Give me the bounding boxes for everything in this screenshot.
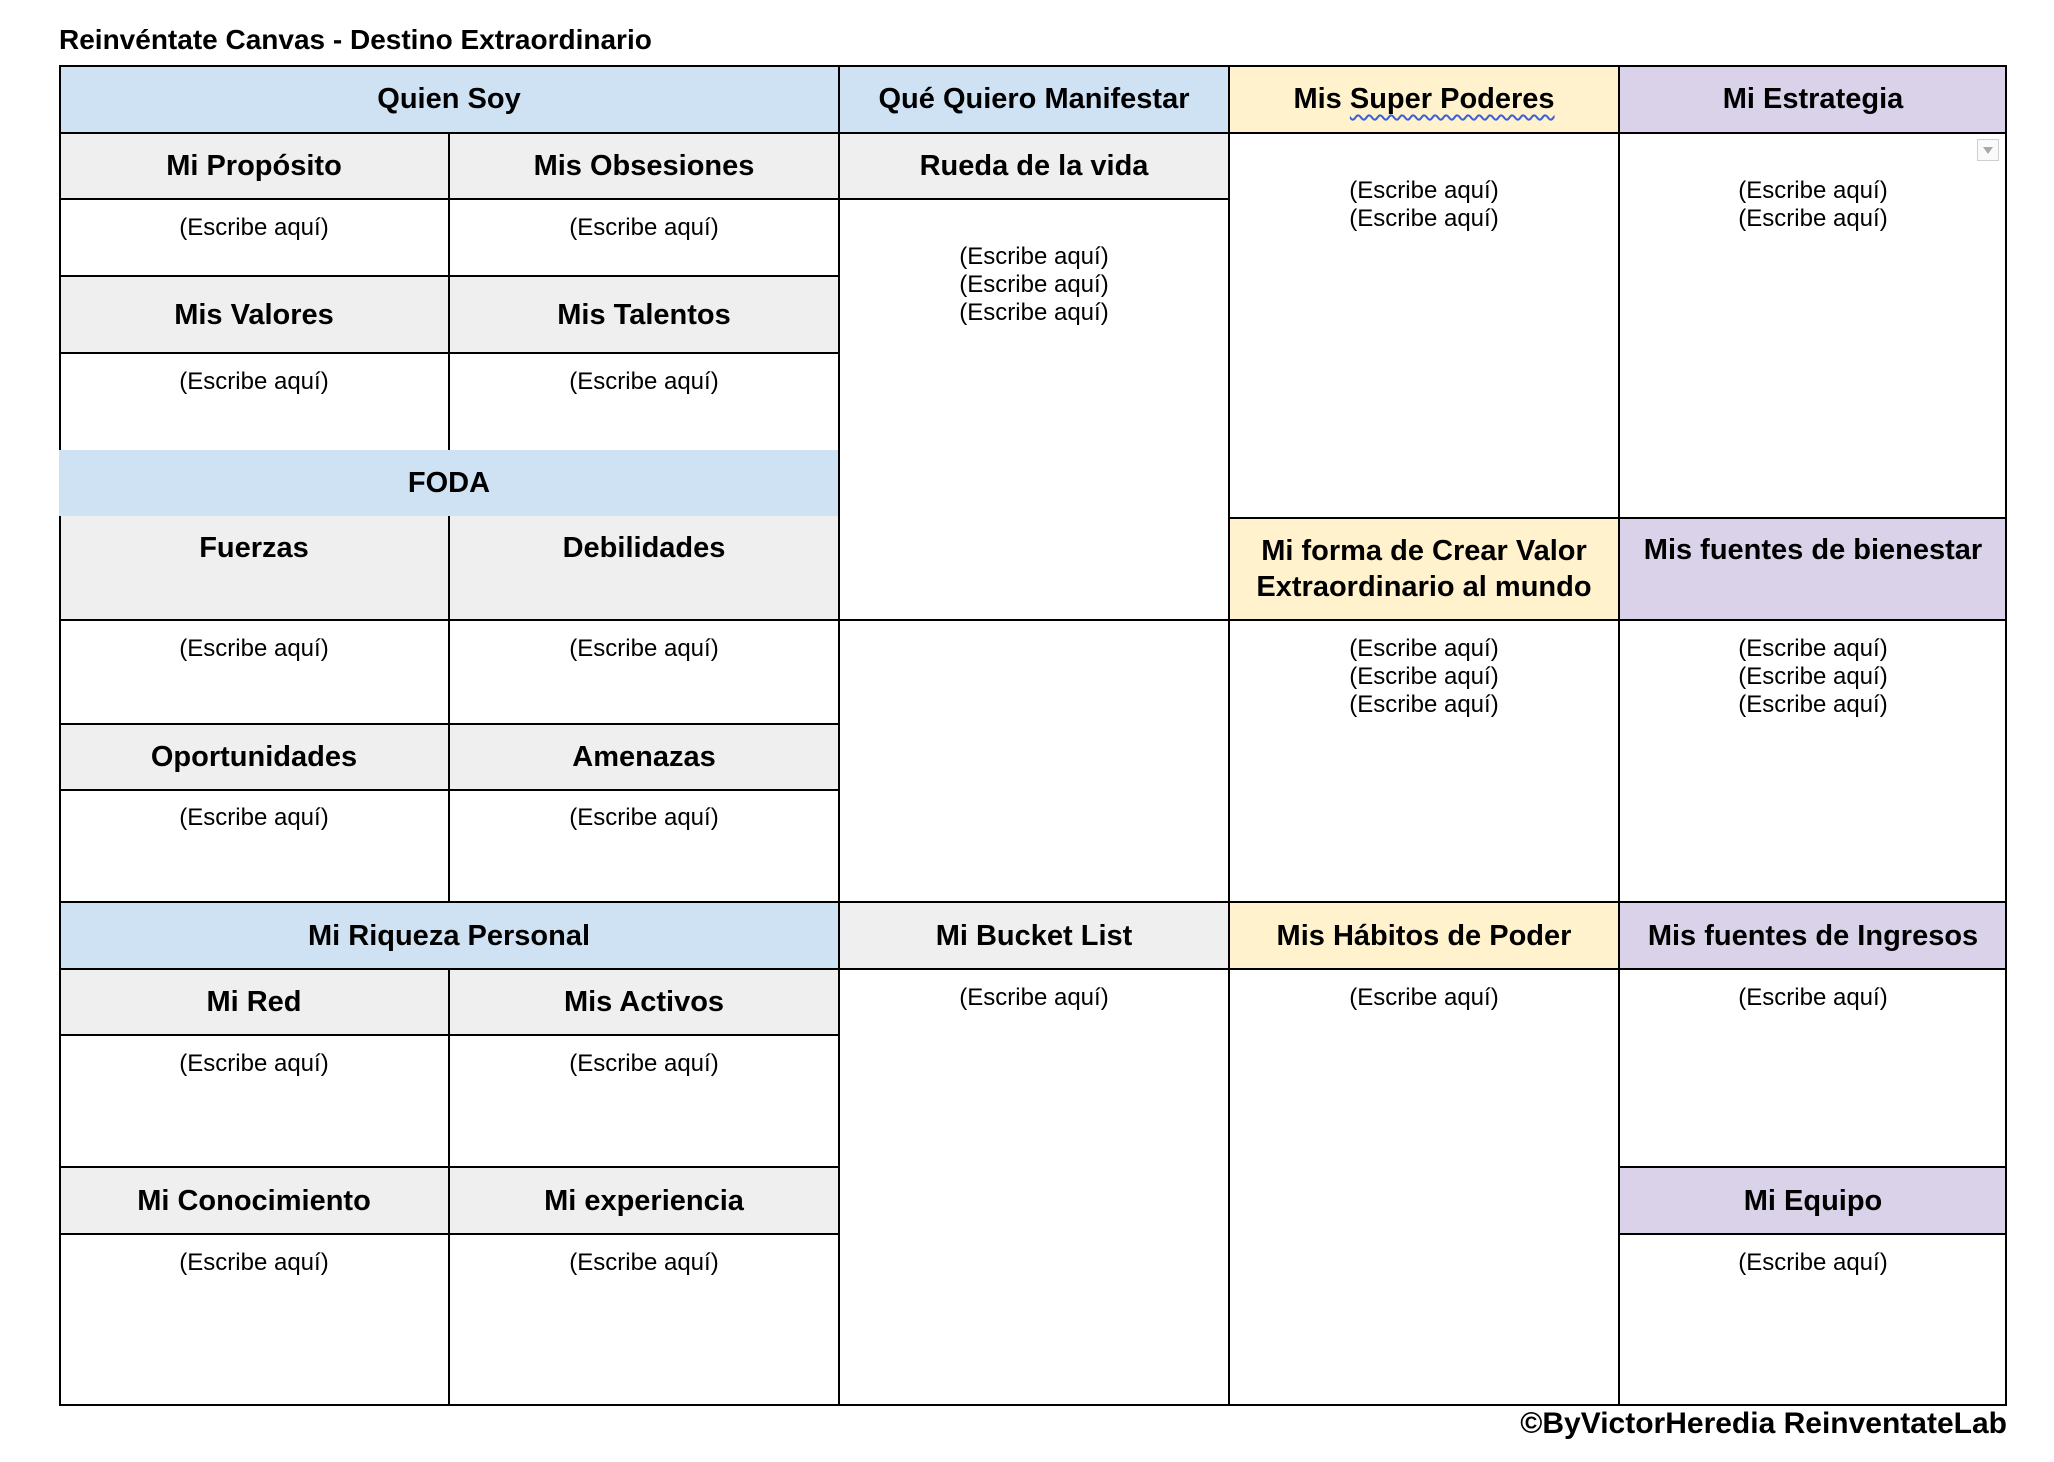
mis-activos-text: (Escribe aquí) [569,1050,719,1077]
mis-obsesiones-label: Mis Obsesiones [449,133,839,199]
crear-valor-header-line1: Mi forma de Crear Valor [1261,535,1587,567]
crear-valor-body[interactable] [1229,620,1619,902]
grid-h-subheader-row [59,198,1229,200]
quien-soy-header: Quien Soy [59,65,839,133]
mi-experiencia-label: Mi experiencia [449,1167,839,1234]
fuerzas-label: Fuerzas [59,516,449,620]
mi-equipo-text: (Escribe aquí) [1738,1249,1888,1276]
grid-h-conocimiento-top [59,1166,839,1168]
debilidades-text: (Escribe aquí) [569,635,719,662]
amenazas-text: (Escribe aquí) [569,804,719,831]
mis-super-poderes-body[interactable] [1229,133,1619,518]
copyright-footer: ©ByVictorHeredia ReinventateLab [1520,1407,2007,1440]
mi-equipo-body[interactable] [1619,1234,2007,1406]
canvas-grid [59,65,2007,1406]
mi-proposito-label: Mi Propósito [59,133,449,199]
grid-border-bottom [59,1404,2007,1406]
grid-v-col2 [838,65,840,1406]
mis-obsesiones-text: (Escribe aquí) [569,214,719,241]
grid-h-oportunidades-top [59,723,839,725]
mis-valores-body[interactable] [59,353,449,450]
mi-equipo-header: Mi Equipo [1619,1167,2007,1234]
grid-h-header-row [59,132,2007,134]
mi-experiencia-body[interactable] [449,1234,839,1406]
grid-h-valores-top [59,275,839,277]
mi-conocimiento-label: Mi Conocimiento [59,1167,449,1234]
super-poderes-text-1: (Escribe aquí) [1349,177,1499,204]
grid-h-conocimiento-bottom [59,1233,839,1235]
oportunidades-text: (Escribe aquí) [179,804,329,831]
rueda-text-2: (Escribe aquí) [959,271,1109,298]
mis-talentos-body[interactable] [449,353,839,450]
crear-valor-text-3: (Escribe aquí) [1349,691,1499,718]
grid-v-col4 [1618,65,1620,1406]
grid-h-equipo-bottom [1619,1233,2007,1235]
rueda-text-1: (Escribe aquí) [959,243,1109,270]
mis-super-poderes-header [1229,65,1619,133]
grid-h-mi-red-bottom [59,1034,839,1036]
amenazas-label: Amenazas [449,724,839,790]
bucket-list-text: (Escribe aquí) [959,984,1109,1011]
crear-valor-text-1: (Escribe aquí) [1349,635,1499,662]
mi-red-text: (Escribe aquí) [179,1050,329,1077]
grid-h-valores-bottom [59,352,839,354]
bienestar-text-1: (Escribe aquí) [1738,635,1888,662]
debilidades-body[interactable] [449,620,839,724]
habitos-de-poder-body[interactable] [1229,969,1619,1406]
riqueza-personal-header: Mi Riqueza Personal [59,902,839,969]
rueda-text-3: (Escribe aquí) [959,299,1109,326]
fuentes-ingresos-header: Mis fuentes de Ingresos [1619,902,2007,969]
mi-experiencia-text: (Escribe aquí) [569,1249,719,1276]
crear-valor-header-line2: Extraordinario al mundo [1256,571,1592,603]
debilidades-label: Debilidades [449,516,839,620]
grid-border-left-lower [59,516,61,1406]
grid-h-oportunidades-bottom [59,789,839,791]
mis-valores-text: (Escribe aquí) [179,368,329,395]
fuerzas-text: (Escribe aquí) [179,635,329,662]
mi-conocimiento-text: (Escribe aquí) [179,1249,329,1276]
foda-header: FODA [59,450,839,516]
bucket-list-body[interactable] [839,969,1229,1406]
mis-super-poderes-prefix: Mis [1293,83,1350,115]
super-poderes-text-2: (Escribe aquí) [1349,205,1499,232]
mis-talentos-text: (Escribe aquí) [569,368,719,395]
grid-border-right [2005,65,2007,1406]
grid-border-top [59,65,2007,67]
mis-activos-label: Mis Activos [449,969,839,1035]
grid-h-fuerzas-bottom [59,619,2007,621]
grid-h-lower-section-top [59,901,2007,903]
grid-v-col3 [1228,65,1230,1406]
fuentes-bienestar-body[interactable] [1619,620,2007,902]
mi-proposito-body[interactable] [59,199,449,276]
bienestar-text-2: (Escribe aquí) [1738,663,1888,690]
mi-estrategia-body[interactable] [1619,133,2007,518]
fuentes-bienestar-header: Mis fuentes de bienestar [1619,518,2007,620]
oportunidades-label: Oportunidades [59,724,449,790]
mi-conocimiento-body[interactable] [59,1234,449,1406]
mi-proposito-text: (Escribe aquí) [179,214,329,241]
mi-estrategia-header: Mi Estrategia [1619,65,2007,133]
crear-valor-text-2: (Escribe aquí) [1349,663,1499,690]
rueda-de-la-vida-label: Rueda de la vida [839,133,1229,199]
oportunidades-body[interactable] [59,790,449,902]
fuerzas-body[interactable] [59,620,449,724]
fuentes-ingresos-body[interactable] [1619,969,2007,1167]
mis-obsesiones-body[interactable] [449,199,839,276]
bienestar-text-3: (Escribe aquí) [1738,691,1888,718]
grid-h-crear-valor-top [1229,517,2007,519]
bucket-list-header: Mi Bucket List [839,902,1229,969]
grid-h-lower-header-bottom [59,968,2007,970]
estrategia-text-2: (Escribe aquí) [1738,205,1888,232]
habitos-de-poder-header: Mis Hábitos de Poder [1229,902,1619,969]
amenazas-body[interactable] [449,790,839,902]
grid-border-left-upper [59,65,61,450]
crear-valor-header [1229,518,1619,620]
mis-valores-label: Mis Valores [59,276,449,353]
grid-h-equipo-top [1619,1166,2007,1168]
habitos-text: (Escribe aquí) [1349,984,1499,1011]
mi-red-body[interactable] [59,1035,449,1167]
estrategia-text-1: (Escribe aquí) [1738,177,1888,204]
rueda-de-la-vida-body[interactable] [839,199,1229,902]
document-title: Reinvéntate Canvas - Destino Extraordinario [59,24,652,55]
mis-talentos-label: Mis Talentos [449,276,839,353]
grid-v-foda [448,516,450,902]
ingresos-text: (Escribe aquí) [1738,984,1888,1011]
mi-red-label: Mi Red [59,969,449,1035]
super-poderes-word: Super Poderes [1349,83,1555,115]
que-quiero-manifestar-header: Qué Quiero Manifestar [839,65,1229,133]
grid-v-quien-soy [448,133,450,450]
cell-dropdown-icon[interactable] [1977,139,1999,161]
mis-activos-body[interactable] [449,1035,839,1167]
